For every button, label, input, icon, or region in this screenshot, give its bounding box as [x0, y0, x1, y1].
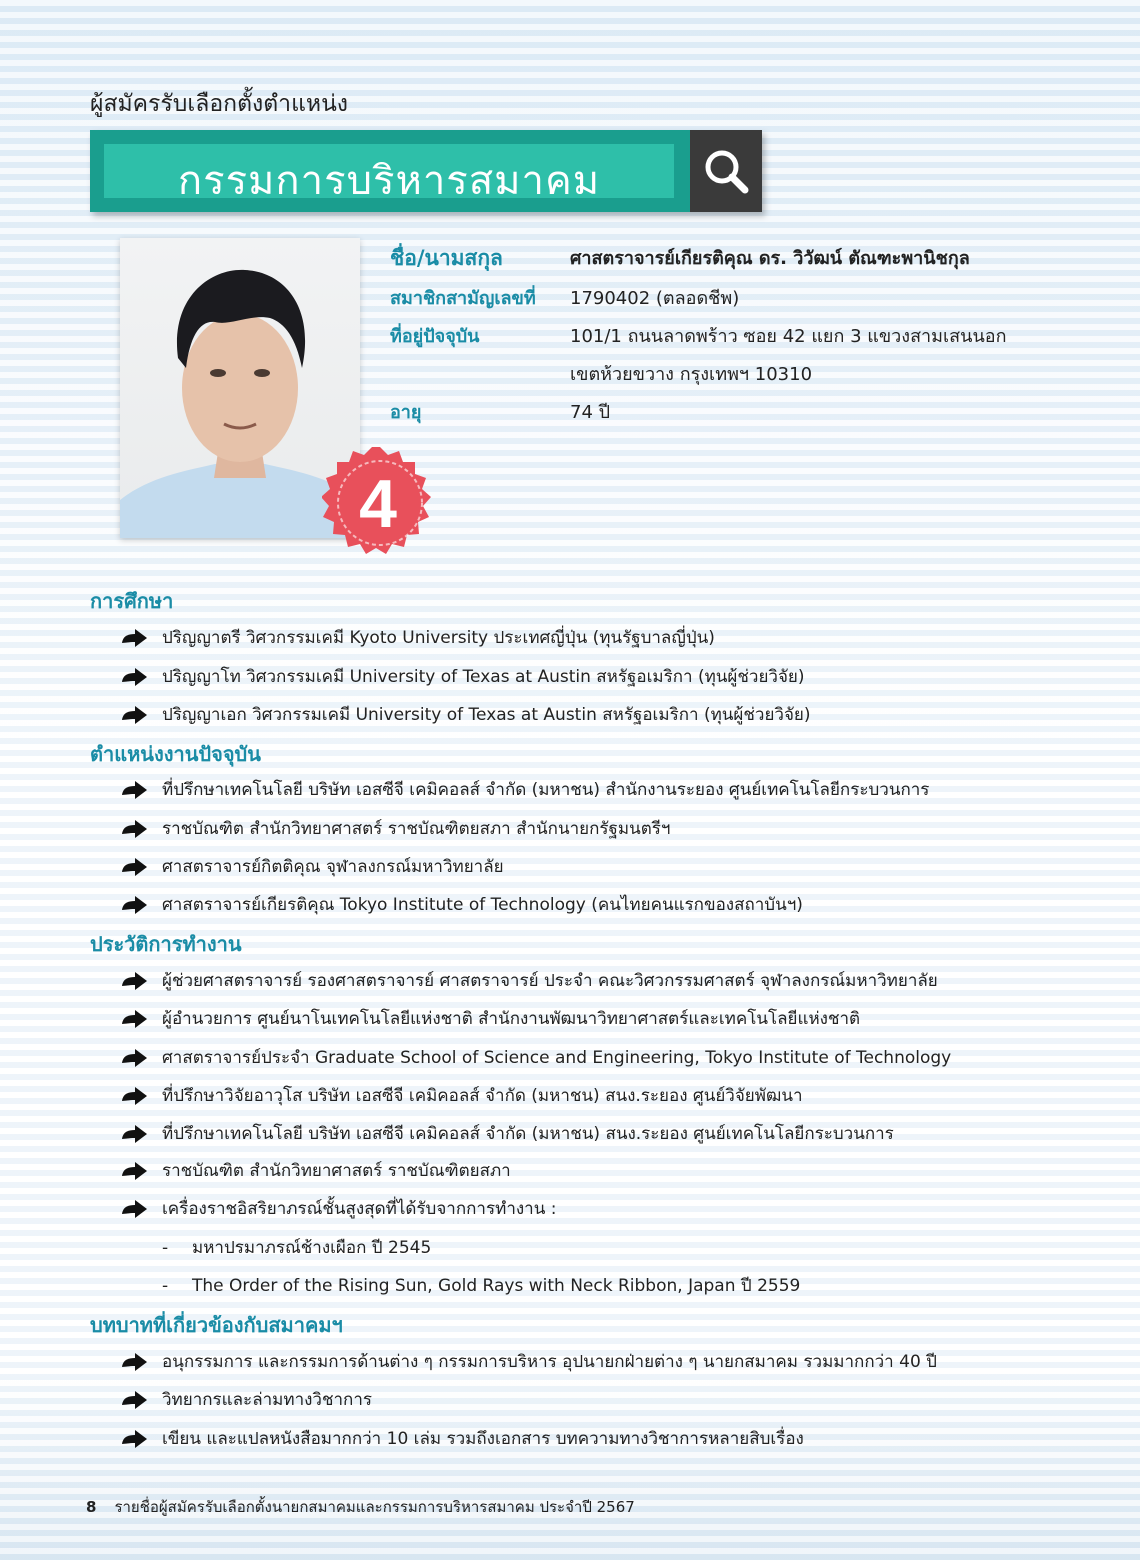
name-label: ชื่อ/นามสกุล [390, 246, 503, 270]
list-item [120, 1005, 860, 1032]
arrow-icon [120, 1009, 148, 1029]
list-item [120, 1425, 804, 1452]
arrow-icon [120, 1161, 148, 1181]
list-item [120, 1348, 937, 1375]
arrow-icon [120, 1199, 148, 1219]
arrow-icon [120, 895, 148, 915]
list-item-text: เครื่องราชอิสริยาภรณ์ชั้นสูงสุดที่ได้รับจากการทำงาน : [162, 1199, 557, 1219]
list-item [120, 663, 805, 690]
list-item [120, 1157, 511, 1184]
list-item [120, 624, 715, 651]
list-item [120, 1082, 803, 1109]
name-value: ศาสตราจารย์เกียรติคุณ ดร. วิวัฒน์ ตัณฑะพานิชกุล [570, 248, 970, 269]
list-item-text: ราชบัณฑิต สำนักวิทยาศาสตร์ ราชบัณฑิตยสภา สำนักนายกรัฐมนตรีฯ [162, 819, 671, 839]
list-item-text: เขียน และแปลหนังสือมากกว่า 10 เล่ม รวมถึงเอกสาร บทความทางวิชาการหลายสิบเรื่อง [162, 1429, 804, 1449]
list-item-text: ศาสตราจารย์กิตติคุณ จุฬาลงกรณ์มหาวิทยาลัย [162, 857, 504, 877]
list-item-text: ปริญญาเอก วิศวกรรมเคมี University of Texas at Austin สหรัฐอเมริกา (ทุนผู้ช่วยวิจัย) [162, 705, 811, 725]
arrow-icon [120, 971, 148, 991]
list-item-text: ผู้ช่วยศาสตราจารย์ รองศาสตราจารย์ ศาสตราจารย์ ประจำ คณะวิศวกรรมศาสตร์ จุฬาลงกรณ์มหาวิทยาลัย [162, 971, 938, 991]
arrow-icon [120, 1352, 148, 1372]
candidate-number: 4 [359, 466, 397, 542]
arrow-icon [120, 819, 148, 839]
address-label: ที่อยู่ปัจจุบัน [390, 326, 480, 347]
list-item-text: อนุกรรมการ และกรรมการด้านต่าง ๆ กรรมการบริหาร อุปนายกฝ่ายต่าง ๆ นายกสมาคม รวมมากกว่า 40 ปี [162, 1352, 937, 1372]
list-item-text: ปริญญาตรี วิศวกรรมเคมี Kyoto University ประเทศญี่ปุ่น (ทุนรัฐบาลญี่ปุ่น) [162, 628, 715, 648]
pretitle: ผู้สมัครรับเลือกตั้งตำแหน่ง [90, 91, 349, 117]
list-item-text: ที่ปรึกษาวิจัยอาวุโส บริษัท เอสซีจี เคมิคอลส์ จำกัด (มหาชน) สนง.ระยอง ศูนย์วิจัยพัฒนา [162, 1086, 803, 1106]
list-item [120, 967, 938, 994]
member-label: สมาชิกสามัญเลขที่ [390, 288, 536, 309]
arrow-icon [120, 1390, 148, 1410]
section-current-title: ตำแหน่งงานปัจจุบัน [90, 742, 261, 766]
arrow-icon [120, 1086, 148, 1106]
list-item-text: ที่ปรึกษาเทคโนโลยี บริษัท เอสซีจี เคมิคอลส์ จำกัด (มหาชน) สำนักงานระยอง ศูนย์เทคโนโลยีกระบวนการ [162, 780, 930, 800]
list-item [120, 776, 929, 803]
page-footer [86, 1495, 635, 1519]
arrow-icon [120, 1048, 148, 1068]
search-button[interactable] [690, 130, 762, 212]
age-value: 74 ปี [570, 402, 611, 423]
address-value-line2: เขตห้วยขวาง กรุงเทพฯ 10310 [570, 364, 813, 385]
title-banner [90, 130, 762, 212]
list-item-text: ราชบัณฑิต สำนักวิทยาศาสตร์ ราชบัณฑิตยสภา [162, 1161, 511, 1181]
footer-text: รายชื่อผู้สมัครรับเลือกตั้งนายกสมาคมและกรรมการบริหารสมาคม ประจำปี 2567 [114, 1498, 635, 1516]
arrow-icon [120, 628, 148, 648]
sub-list-item-text: มหาปรมาภรณ์ช้างเผือก ปี 2545 [192, 1238, 432, 1258]
arrow-icon [120, 780, 148, 800]
list-item [120, 853, 504, 880]
list-item-text: วิทยากรและล่ามทางวิชาการ [162, 1390, 373, 1410]
arrow-icon [120, 705, 148, 725]
page-title: กรรมการบริหารสมาคม [177, 158, 601, 204]
sub-list-item: - The Order of the Rising Sun, Gold Rays with Neck Ribbon, Japan ปี 2559 [162, 1276, 801, 1296]
arrow-icon [120, 667, 148, 687]
list-item [120, 815, 670, 842]
section-education-title: การศึกษา [90, 589, 174, 613]
address-value-line1: 101/1 ถนนลาดพร้าว ซอย 42 แยก 3 แขวงสามเสนนอก [570, 326, 1007, 347]
list-item-text: ผู้อำนวยการ ศูนย์นาโนเทคโนโลยีแห่งชาติ สำนักงานพัฒนาวิทยาศาสตร์และเทคโนโลยีแห่งชาติ [162, 1009, 861, 1029]
list-item-text: ศาสตราจารย์ประจำ Graduate School of Science and Engineering, Tokyo Institute of Technology [162, 1048, 952, 1068]
list-item [120, 1044, 951, 1071]
arrow-icon [120, 1429, 148, 1449]
list-item-text: ศาสตราจารย์เกียรติคุณ Tokyo Institute of Technology (คนไทยคนแรกของสถาบันฯ) [162, 895, 803, 915]
arrow-icon [120, 857, 148, 877]
list-item-text: ที่ปรึกษาเทคโนโลยี บริษัท เอสซีจี เคมิคอลส์ จำกัด (มหาชน) สนง.ระยอง ศูนย์เทคโนโลยีกระบวนการ [162, 1124, 894, 1144]
age-label: อายุ [390, 402, 422, 423]
candidate-number-badge [322, 445, 438, 561]
page-number: 8 [86, 1498, 97, 1516]
sub-list-item-text: The Order of the Rising Sun, Gold Rays with Neck Ribbon, Japan ปี 2559 [192, 1276, 801, 1296]
list-item [120, 891, 803, 918]
sub-list-item: - มหาปรมาภรณ์ช้างเผือก ปี 2545 [162, 1238, 432, 1258]
list-item [120, 1120, 894, 1147]
list-item [120, 1386, 372, 1413]
member-value: 1790402 (ตลอดชีพ) [570, 288, 740, 309]
list-item-text: ปริญญาโท วิศวกรรมเคมี University of Texas at Austin สหรัฐอเมริกา (ทุนผู้ช่วยวิจัย) [162, 667, 805, 687]
section-roles-title: บทบาทที่เกี่ยวข้องกับสมาคมฯ [90, 1313, 343, 1337]
arrow-icon [120, 1124, 148, 1144]
list-item [120, 1195, 556, 1222]
list-item [120, 701, 811, 728]
search-icon [690, 130, 762, 212]
section-history-title: ประวัติการทำงาน [90, 932, 242, 956]
